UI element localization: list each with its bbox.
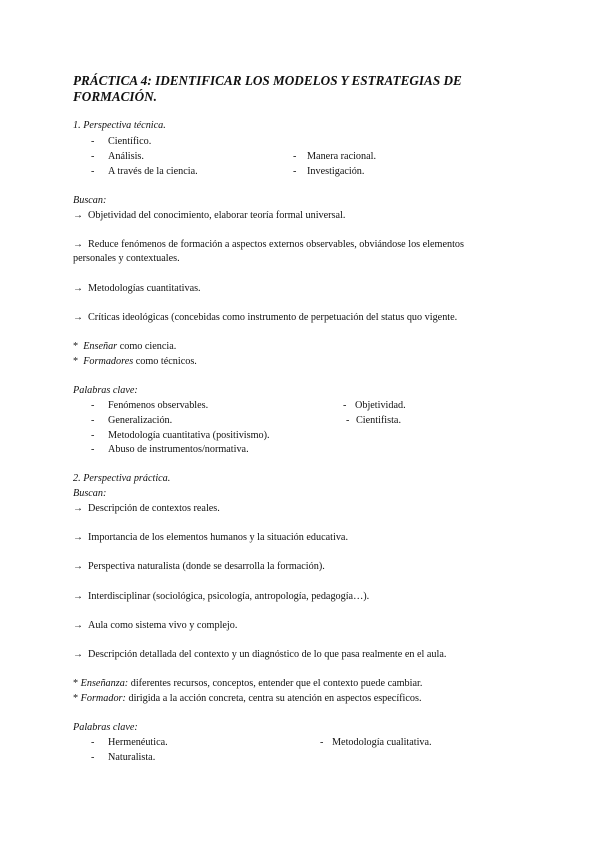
bullet-text: Descripción detallada del contexto y un diagnóstico de lo que pasa realmente en el aula. (88, 649, 447, 660)
star-bullet (73, 678, 422, 690)
list-item: A través de la ciencia. (108, 166, 198, 177)
palabras-clave-label: Palabras clave: (73, 722, 138, 733)
bullet-text: Metodologías cuantitativas. (88, 283, 201, 294)
bullet-text: Objetividad del conocimiento, elaborar teoría formal universal. (88, 210, 346, 221)
palabras-clave-label: Palabras clave: (73, 385, 138, 396)
keyword-item: Abuso de instrumentos/normativa. (108, 444, 249, 455)
ensenar-label: Enseñar (83, 341, 118, 352)
list-dash: - (91, 400, 95, 411)
list-item: Análisis. (108, 151, 144, 162)
arrow-icon: → (73, 239, 83, 250)
star-icon: * (73, 341, 79, 352)
bullet-text-continuation: personales y contextuales. (73, 253, 180, 264)
arrow-icon: → (73, 649, 83, 660)
list-item: Investigación. (307, 166, 365, 177)
ensenanza-label: Enseñanza: (80, 678, 129, 689)
list-dash: - (91, 737, 95, 748)
list-item: Manera racional. (307, 151, 377, 162)
keyword-item: Metodología cualitativa. (332, 737, 432, 748)
bullet-text: Importancia de los elementos humanos y la situación educativa. (88, 532, 348, 543)
keyword-item: Objetividad. (355, 400, 406, 411)
formadores-text: como técnicos. (133, 356, 197, 367)
list-dash: - (343, 400, 347, 411)
arrow-icon: → (73, 312, 83, 323)
bullet-text: Aula como sistema vivo y complejo. (88, 620, 238, 631)
buscan-label: Buscan: (73, 488, 107, 499)
ensenar-text: como ciencia. (117, 341, 177, 352)
list-dash: - (91, 752, 95, 763)
ensenanza-text: diferentes recursos, conceptos, entender que el contexto puede cambiar. (128, 678, 423, 689)
list-dash: - (293, 166, 297, 177)
arrow-icon: → (73, 620, 83, 631)
bullet-text: Interdisciplinar (sociológica, psicología, antropología, pedagogía…). (88, 591, 370, 602)
arrow-icon: → (73, 210, 83, 221)
section2-heading: 2. Perspectiva práctica. (73, 473, 171, 484)
arrow-icon: → (73, 532, 83, 543)
list-dash: - (91, 430, 95, 441)
list-dash: - (91, 444, 95, 455)
keyword-item: Fenómenos observables. (108, 400, 209, 411)
star-icon: * (73, 693, 79, 704)
list-item: Científico. (108, 136, 152, 147)
arrow-icon: → (73, 591, 83, 602)
star-bullet (73, 693, 422, 705)
buscan-label: Buscan: (73, 195, 107, 206)
arrow-icon: → (73, 283, 83, 294)
list-dash: - (91, 151, 95, 162)
star-icon: * (73, 356, 79, 367)
list-dash: - (293, 151, 297, 162)
keyword-item: Naturalista. (108, 752, 156, 763)
page-title-line2: FORMACIÓN. (73, 89, 157, 104)
bullet-text: Descripción de contextos reales. (88, 503, 220, 514)
list-dash: - (346, 415, 350, 426)
page-title-line1: PRÁCTICA 4: IDENTIFICAR LOS MODELOS Y ESTRATEGIAS DE (73, 73, 462, 88)
formador-text: dirigida a la acción concreta, centra su atención en aspectos específicos. (125, 693, 422, 704)
list-dash: - (91, 136, 95, 147)
keyword-item: Hermenéutica. (108, 737, 168, 748)
list-dash: - (91, 415, 95, 426)
keyword-item: Metodología cuantitativa (positivismo). (108, 430, 270, 441)
section1-heading: 1. Perspectiva técnica. (73, 120, 166, 131)
formador-label: Formador: (80, 693, 126, 704)
keyword-item: Cientifista. (356, 415, 401, 426)
formadores-label: Formadores (83, 356, 134, 367)
bullet-text: Críticas ideológicas (concebidas como instrumento de perpetuación del status quo vigente. (88, 312, 458, 323)
star-icon: * (73, 678, 79, 689)
star-bullet (73, 341, 176, 353)
list-dash: - (91, 166, 95, 177)
keyword-item: Generalización. (108, 415, 173, 426)
list-dash: - (320, 737, 324, 748)
bullet-text: Perspectiva naturalista (donde se desarrolla la formación). (88, 561, 325, 572)
bullet-text: Reduce fenómenos de formación a aspectos externos observables, obviándose los elementos (88, 239, 464, 250)
arrow-icon: → (73, 503, 83, 514)
arrow-icon: → (73, 561, 83, 572)
star-bullet (73, 356, 197, 368)
